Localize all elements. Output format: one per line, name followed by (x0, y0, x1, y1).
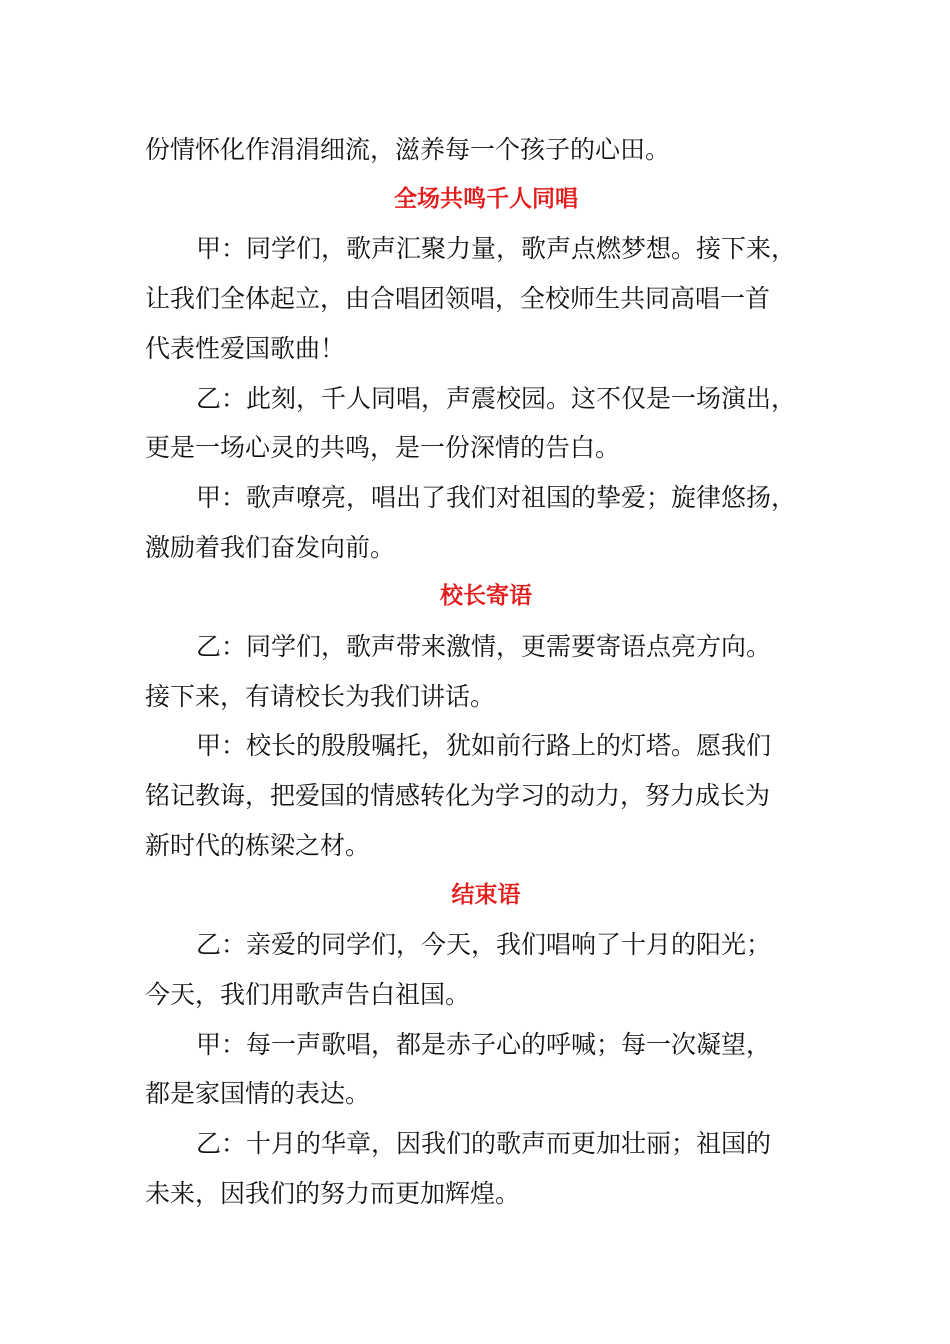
paragraph (145, 920, 827, 1019)
text-line: 让我们全体起立，由合唱团领唱，全校师生共同高唱一首 (145, 284, 771, 314)
paragraph (145, 125, 827, 175)
text-line: 更是一场心灵的共鸣，是一份深情的告白。 (145, 433, 621, 463)
text-line: 铭记教诲，把爱国的情感转化为学习的动力，努力成长为 (145, 781, 771, 811)
text-line: 甲：每一声歌唱，都是赤子心的呼喊；每一次凝望， (196, 1029, 772, 1059)
paragraph (145, 224, 827, 373)
text-line: 甲：同学们，歌声汇聚力量，歌声点燃梦想。接下来， (196, 234, 797, 264)
text-line: 乙：十月的华章，因我们的歌声而更加壮丽；祖国的 (196, 1129, 772, 1159)
text-line: 今天，我们用歌声告白祖国。 (145, 979, 471, 1009)
paragraph (145, 1020, 827, 1119)
text-line: 甲：校长的殷殷嘱托，犹如前行路上的灯塔。愿我们 (196, 731, 772, 761)
text-line: 乙：亲爱的同学们，今天，我们唱响了十月的阳光； (196, 930, 772, 960)
paragraph (145, 721, 827, 870)
paragraph (145, 374, 827, 473)
text-line: 未来，因我们的努力而更加辉煌。 (145, 1178, 521, 1208)
text-line: 乙：此刻，千人同唱，声震校园。这不仅是一场演出， (196, 383, 797, 413)
section-heading: 全场共鸣千人同唱 (394, 185, 578, 212)
text-line: 乙：同学们，歌声带来激情，更需要寄语点亮方向。 (196, 632, 772, 662)
section-heading: 校长寄语 (440, 583, 532, 610)
section-heading: 结束语 (451, 881, 521, 908)
text-line: 份情怀化作涓涓细流，滋养每一个孩子的心田。 (145, 135, 671, 164)
text-line: 新时代的栋梁之材。 (145, 830, 371, 860)
text-line: 代表性爱国歌曲！ (145, 333, 346, 363)
paragraph (145, 1119, 827, 1218)
text-line: 激励着我们奋发向前。 (145, 532, 396, 562)
document-page (145, 125, 827, 1218)
paragraph (145, 622, 827, 721)
text-line: 接下来，有请校长为我们讲话。 (145, 681, 496, 711)
text-line: 都是家国情的表达。 (145, 1079, 371, 1109)
paragraph (145, 473, 827, 572)
text-line: 甲：歌声嘹亮，唱出了我们对祖国的挚爱；旋律悠扬， (196, 482, 797, 512)
